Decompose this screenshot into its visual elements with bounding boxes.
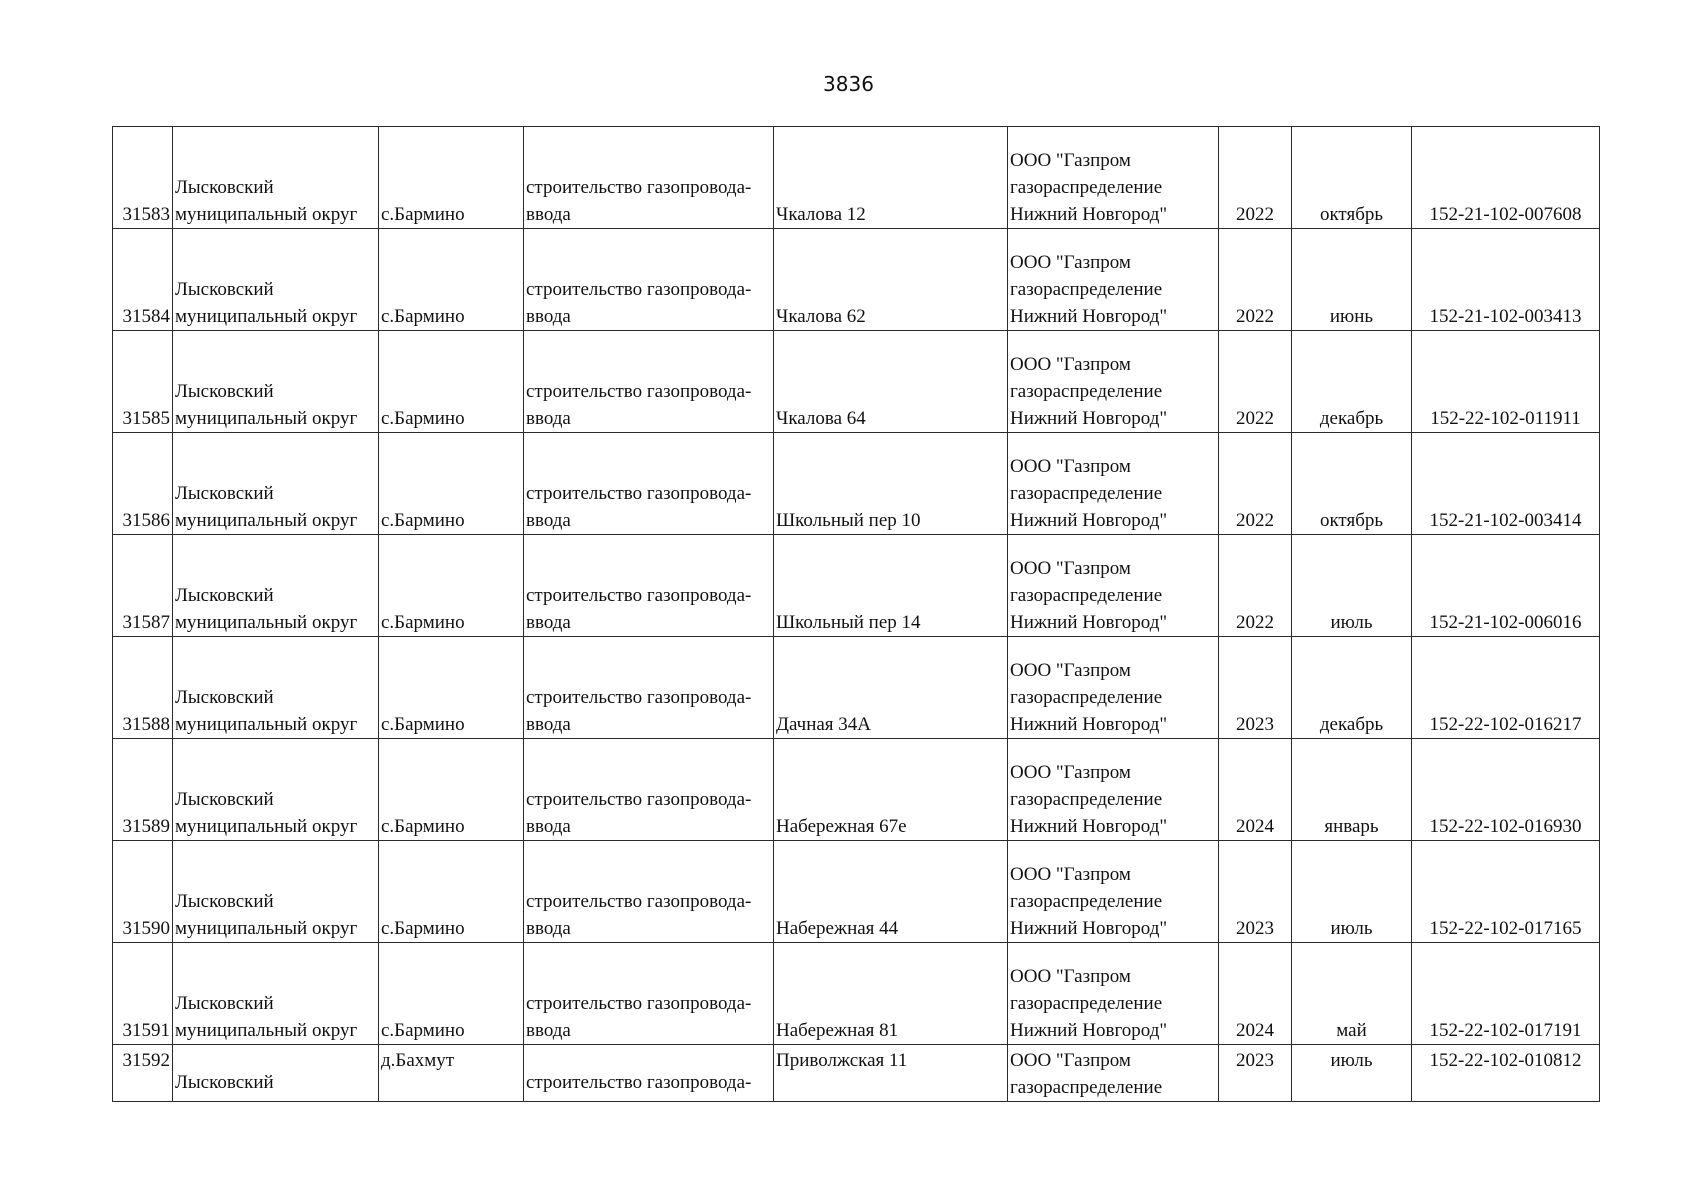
address-cell: Приволжская 11 bbox=[774, 1045, 1008, 1102]
address-cell: Школьный пер 14 bbox=[774, 535, 1008, 637]
table-row bbox=[113, 739, 1600, 841]
row-number-cell: 31583 bbox=[113, 127, 173, 229]
year-cell: 2024 bbox=[1219, 943, 1292, 1045]
district-cell: Лысковский bbox=[173, 1045, 379, 1102]
row-number-cell: 31588 bbox=[113, 637, 173, 739]
district-cell: Лысковский муниципальный округ bbox=[173, 229, 379, 331]
table-row bbox=[113, 433, 1600, 535]
work-type-cell: строительство газопровода- ввода bbox=[524, 535, 774, 637]
district-cell: Лысковский муниципальный округ bbox=[173, 943, 379, 1045]
work-type-cell: строительство газопровода- bbox=[524, 1045, 774, 1102]
settlement-cell: с.Бармино bbox=[379, 127, 524, 229]
address-cell: Чкалова 64 bbox=[774, 331, 1008, 433]
settlement-cell: с.Бармино bbox=[379, 535, 524, 637]
row-number-cell: 31592 bbox=[113, 1045, 173, 1102]
settlement-cell: с.Бармино bbox=[379, 637, 524, 739]
settlement-cell: с.Бармино bbox=[379, 433, 524, 535]
row-number-cell: 31590 bbox=[113, 841, 173, 943]
application-code-cell: 152-21-102-003413 bbox=[1412, 229, 1600, 331]
year-cell: 2023 bbox=[1219, 637, 1292, 739]
organization-cell: ООО "Газпром газораспределение Нижний Новгород" bbox=[1008, 841, 1219, 943]
settlement-cell: д.Бахмут bbox=[379, 1045, 524, 1102]
month-cell: январь bbox=[1292, 739, 1412, 841]
settlement-cell: с.Бармино bbox=[379, 841, 524, 943]
table-body bbox=[113, 127, 1600, 1102]
year-cell: 2022 bbox=[1219, 127, 1292, 229]
application-code-cell: 152-22-102-010812 bbox=[1412, 1045, 1600, 1102]
district-cell: Лысковский муниципальный округ bbox=[173, 739, 379, 841]
application-code-cell: 152-22-102-016217 bbox=[1412, 637, 1600, 739]
organization-cell: ООО "Газпром газораспределение Нижний Новгород" bbox=[1008, 943, 1219, 1045]
district-cell: Лысковский муниципальный округ bbox=[173, 331, 379, 433]
row-number-cell: 31587 bbox=[113, 535, 173, 637]
year-cell: 2023 bbox=[1219, 841, 1292, 943]
organization-cell: ООО "Газпром газораспределение Нижний Новгород" bbox=[1008, 127, 1219, 229]
table-row bbox=[113, 535, 1600, 637]
district-cell: Лысковский муниципальный округ bbox=[173, 127, 379, 229]
work-type-cell: строительство газопровода- ввода bbox=[524, 841, 774, 943]
month-cell: декабрь bbox=[1292, 331, 1412, 433]
district-cell: Лысковский муниципальный округ bbox=[173, 535, 379, 637]
organization-cell: ООО "Газпром газораспределение Нижний Новгород" bbox=[1008, 739, 1219, 841]
month-cell: октябрь bbox=[1292, 433, 1412, 535]
application-code-cell: 152-21-102-006016 bbox=[1412, 535, 1600, 637]
month-cell: декабрь bbox=[1292, 637, 1412, 739]
organization-cell: ООО "Газпром газораспределение Нижний Новгород" bbox=[1008, 535, 1219, 637]
application-code-cell: 152-22-102-017191 bbox=[1412, 943, 1600, 1045]
address-cell: Набережная 44 bbox=[774, 841, 1008, 943]
month-cell: июнь bbox=[1292, 229, 1412, 331]
settlement-cell: с.Бармино bbox=[379, 229, 524, 331]
address-cell: Набережная 81 bbox=[774, 943, 1008, 1045]
organization-cell: ООО "Газпром газораспределение Нижний Новгород" bbox=[1008, 229, 1219, 331]
address-cell: Набережная 67е bbox=[774, 739, 1008, 841]
address-cell: Чкалова 62 bbox=[774, 229, 1008, 331]
table-row bbox=[113, 943, 1600, 1045]
organization-cell: ООО "Газпром газораспределение Нижний Новгород" bbox=[1008, 433, 1219, 535]
work-type-cell: строительство газопровода- ввода bbox=[524, 433, 774, 535]
year-cell: 2022 bbox=[1219, 535, 1292, 637]
settlement-cell: с.Бармино bbox=[379, 331, 524, 433]
settlement-cell: с.Бармино bbox=[379, 943, 524, 1045]
address-cell: Дачная 34А bbox=[774, 637, 1008, 739]
application-code-cell: 152-21-102-007608 bbox=[1412, 127, 1600, 229]
application-code-cell: 152-22-102-017165 bbox=[1412, 841, 1600, 943]
month-cell: июль bbox=[1292, 1045, 1412, 1102]
work-type-cell: строительство газопровода- ввода bbox=[524, 637, 774, 739]
application-code-cell: 152-22-102-016930 bbox=[1412, 739, 1600, 841]
district-cell: Лысковский муниципальный округ bbox=[173, 637, 379, 739]
district-cell: Лысковский муниципальный округ bbox=[173, 841, 379, 943]
page-number: 3836 bbox=[823, 72, 874, 96]
row-number-cell: 31586 bbox=[113, 433, 173, 535]
organization-cell: ООО "Газпром газораспределение bbox=[1008, 1045, 1219, 1102]
month-cell: июль bbox=[1292, 841, 1412, 943]
work-type-cell: строительство газопровода- ввода bbox=[524, 943, 774, 1045]
table-row-partial bbox=[113, 1045, 1600, 1102]
organization-cell: ООО "Газпром газораспределение Нижний Новгород" bbox=[1008, 637, 1219, 739]
application-code-cell: 152-21-102-003414 bbox=[1412, 433, 1600, 535]
year-cell: 2022 bbox=[1219, 331, 1292, 433]
district-cell: Лысковский муниципальный округ bbox=[173, 433, 379, 535]
table-row bbox=[113, 229, 1600, 331]
work-type-cell: строительство газопровода- ввода bbox=[524, 229, 774, 331]
address-cell: Школьный пер 10 bbox=[774, 433, 1008, 535]
work-type-cell: строительство газопровода- ввода bbox=[524, 739, 774, 841]
table-row bbox=[113, 127, 1600, 229]
row-number-cell: 31585 bbox=[113, 331, 173, 433]
row-number-cell: 31584 bbox=[113, 229, 173, 331]
year-cell: 2022 bbox=[1219, 229, 1292, 331]
year-cell: 2024 bbox=[1219, 739, 1292, 841]
settlement-cell: с.Бармино bbox=[379, 739, 524, 841]
work-type-cell: строительство газопровода- ввода bbox=[524, 127, 774, 229]
table-row bbox=[113, 841, 1600, 943]
table-row bbox=[113, 331, 1600, 433]
month-cell: октябрь bbox=[1292, 127, 1412, 229]
application-code-cell: 152-22-102-011911 bbox=[1412, 331, 1600, 433]
row-number-cell: 31589 bbox=[113, 739, 173, 841]
gasification-register-table bbox=[112, 126, 1600, 1102]
month-cell: май bbox=[1292, 943, 1412, 1045]
year-cell: 2022 bbox=[1219, 433, 1292, 535]
address-cell: Чкалова 12 bbox=[774, 127, 1008, 229]
table-row bbox=[113, 637, 1600, 739]
row-number-cell: 31591 bbox=[113, 943, 173, 1045]
work-type-cell: строительство газопровода- ввода bbox=[524, 331, 774, 433]
month-cell: июль bbox=[1292, 535, 1412, 637]
year-cell: 2023 bbox=[1219, 1045, 1292, 1102]
organization-cell: ООО "Газпром газораспределение Нижний Новгород" bbox=[1008, 331, 1219, 433]
